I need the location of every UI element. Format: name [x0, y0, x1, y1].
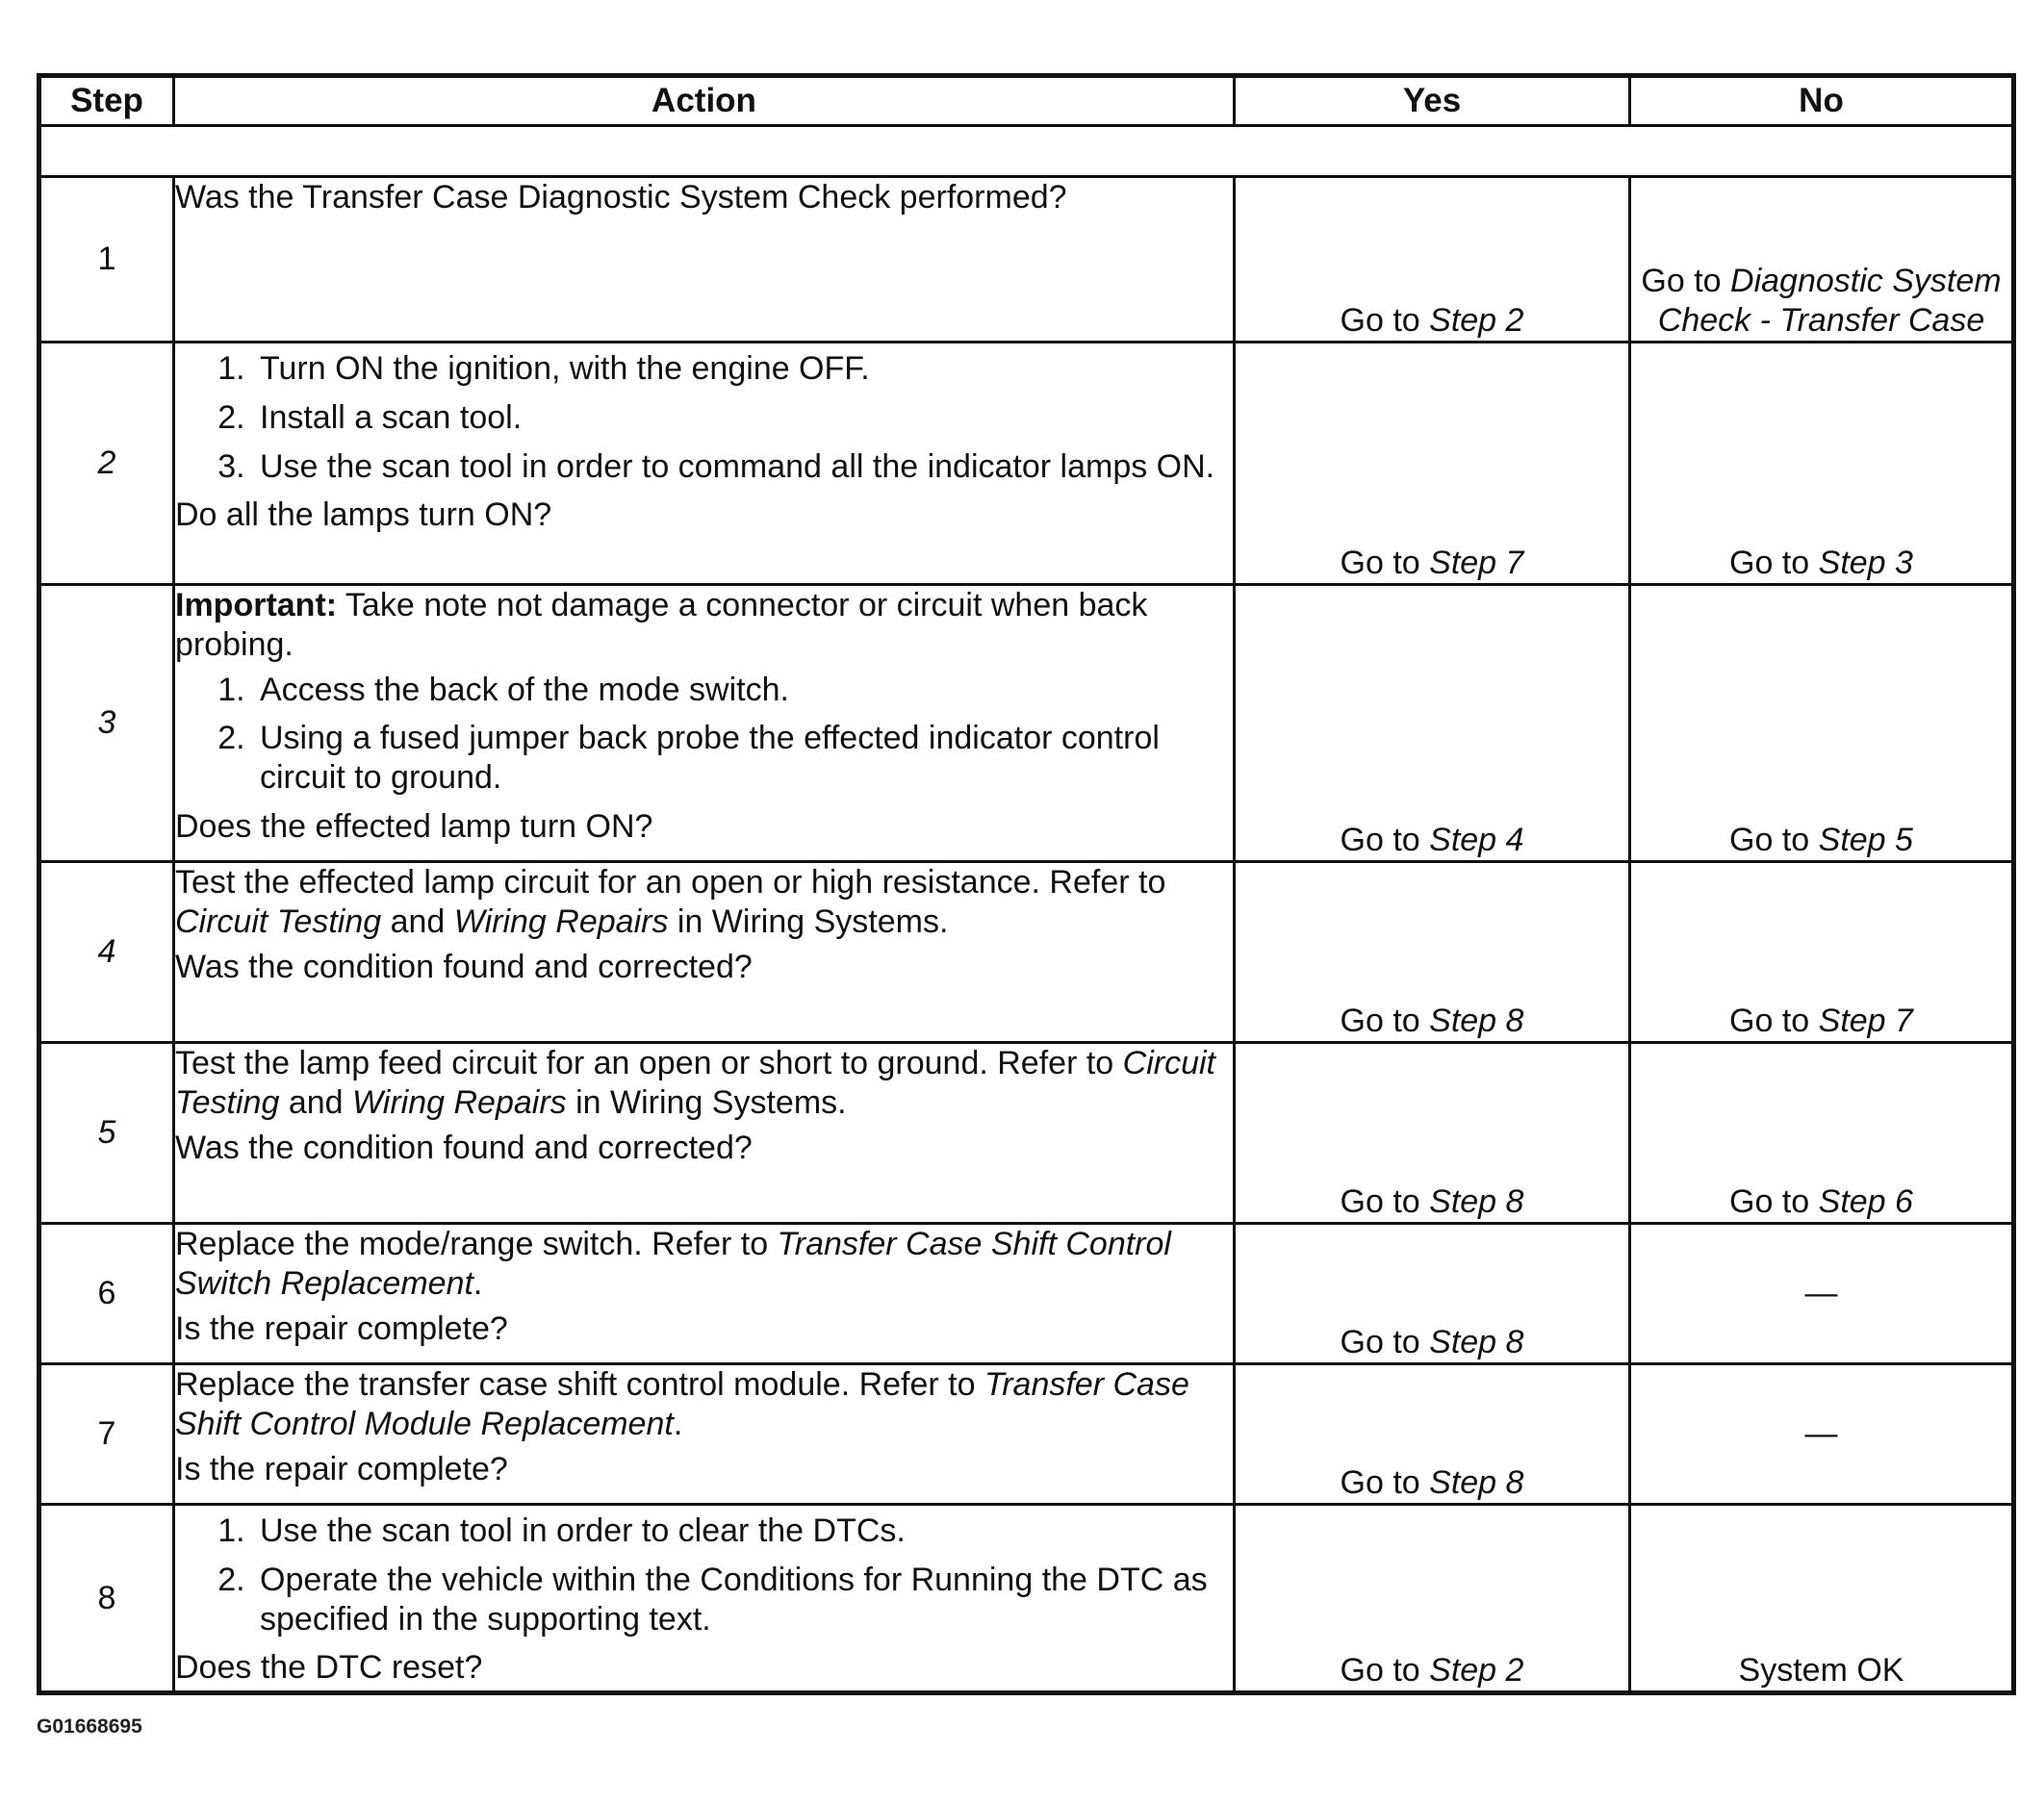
action-question: Is the repair complete?	[175, 1309, 508, 1347]
important-label: Important:	[175, 587, 338, 623]
yes-prefix: Go to	[1340, 1003, 1430, 1040]
action-text: Test the lamp feed circuit for an open or short to ground. Refer to	[175, 1045, 1123, 1081]
step-number: 8	[39, 1505, 174, 1693]
action-cell	[174, 585, 1235, 862]
action-text: and	[279, 1083, 352, 1121]
yes-step-link[interactable]: Step 8	[1429, 1324, 1524, 1361]
action-question: Does the effected lamp turn ON?	[175, 807, 653, 845]
table-row	[39, 343, 2014, 585]
step-number: 3	[39, 585, 174, 862]
action-text: in Wiring Systems.	[566, 1083, 847, 1121]
no-step-link[interactable]: Step 5	[1818, 822, 1913, 859]
step-number: 6	[39, 1224, 174, 1364]
circuit-testing-link[interactable]: Circuit Testing	[175, 1045, 1215, 1121]
wiring-repairs-link[interactable]: Wiring Repairs	[453, 902, 669, 940]
action-text: Replace the transfer case shift control module. Refer to	[175, 1366, 984, 1403]
blank-cell	[39, 126, 2014, 177]
no-step-link[interactable]: Step 3	[1818, 545, 1913, 582]
no-step-link[interactable]: Step 6	[1818, 1183, 1913, 1221]
yes-cell	[1235, 1224, 1630, 1364]
yes-step-link[interactable]: Step 8	[1429, 1464, 1524, 1502]
step-number: 5	[39, 1043, 174, 1224]
action-question: Was the condition found and corrected?	[175, 1129, 753, 1166]
no-cell	[1630, 1364, 2014, 1505]
yes-cell	[1235, 1043, 1630, 1224]
no-step-link[interactable]: Diagnostic System Check - Transfer Case	[1657, 263, 2002, 340]
important-text: Take note not damage a connector or circuit when back probing.	[175, 587, 1148, 663]
header-row	[39, 76, 2014, 126]
action-question: Was the condition found and corrected?	[175, 948, 753, 985]
list-item: 2. Using a fused jumper back probe the effected indicator control circuit to ground.	[254, 719, 1233, 798]
list-item: 2. Operate the vehicle within the Conditions for Running the DTC as specified in the supporting text.	[254, 1561, 1233, 1639]
step-number: 2	[39, 343, 174, 585]
action-text: Was the Transfer Case Diagnostic System Check performed?	[175, 179, 1067, 216]
action-list	[175, 349, 1233, 486]
no-prefix: Go to	[1729, 1003, 1819, 1040]
action-text: in Wiring Systems.	[668, 902, 949, 940]
yes-prefix: Go to	[1340, 302, 1430, 340]
no-prefix: Go to	[1641, 263, 1731, 300]
yes-cell	[1235, 343, 1630, 585]
yes-step-link[interactable]: Step 2	[1429, 302, 1524, 340]
no-prefix: Go to	[1729, 1183, 1819, 1221]
yes-step-link[interactable]: Step 8	[1429, 1183, 1524, 1221]
list-item: 3. Use the scan tool in order to command all the indicator lamps ON.	[254, 447, 1233, 487]
action-question: Is the repair complete?	[175, 1450, 508, 1487]
yes-cell	[1235, 862, 1630, 1043]
step-number: 4	[39, 862, 174, 1043]
action-question: Do all the lamps turn ON?	[175, 496, 552, 534]
circuit-testing-link[interactable]: Circuit Testing	[175, 902, 382, 940]
action-cell	[174, 1224, 1235, 1364]
action-list	[175, 671, 1233, 798]
action-cell	[174, 177, 1235, 343]
action-cell	[174, 1505, 1235, 1693]
yes-cell	[1235, 1505, 1630, 1693]
figure-id: G01668695	[37, 1715, 142, 1738]
action-cell	[174, 1043, 1235, 1224]
yes-cell	[1235, 177, 1630, 343]
wiring-repairs-link[interactable]: Wiring Repairs	[352, 1083, 567, 1121]
no-prefix: Go to	[1729, 822, 1819, 859]
action-text: .	[473, 1264, 483, 1302]
no-cell	[1630, 1505, 2014, 1693]
yes-prefix: Go to	[1340, 1464, 1430, 1502]
yes-step-link[interactable]: Step 2	[1429, 1652, 1524, 1690]
action-text: .	[673, 1405, 683, 1442]
action-cell	[174, 1364, 1235, 1505]
yes-step-link[interactable]: Step 4	[1429, 822, 1524, 859]
no-cell	[1630, 1043, 2014, 1224]
no-cell	[1630, 177, 2014, 343]
table-row	[39, 1224, 2014, 1364]
no-result: System OK	[1738, 1652, 1904, 1690]
action-text: Replace the mode/range switch. Refer to	[175, 1226, 778, 1262]
diagnostic-table	[37, 73, 2016, 1695]
action-question: Does the DTC reset?	[175, 1649, 483, 1687]
action-cell	[174, 343, 1235, 585]
no-prefix: Go to	[1729, 545, 1819, 582]
list-item: 2. Install a scan tool.	[254, 398, 1233, 438]
yes-step-link[interactable]: Step 7	[1429, 545, 1524, 582]
no-step-link[interactable]: Step 7	[1818, 1003, 1913, 1040]
yes-cell	[1235, 585, 1630, 862]
no-cell	[1630, 343, 2014, 585]
yes-prefix: Go to	[1340, 545, 1430, 582]
no-dash: —	[1804, 1275, 1838, 1312]
table-row	[39, 1043, 2014, 1224]
no-cell	[1630, 862, 2014, 1043]
table-row	[39, 1505, 2014, 1693]
action-text: Test the effected lamp circuit for an open or high resistance. Refer to	[175, 864, 1166, 901]
yes-prefix: Go to	[1340, 1652, 1430, 1690]
header-step: Step	[39, 76, 174, 126]
list-item: 1. Turn ON the ignition, with the engine OFF.	[254, 349, 1233, 389]
yes-cell	[1235, 1364, 1630, 1505]
replacement-procedure-link[interactable]: Transfer Case Shift Control Module Replacement	[175, 1366, 1189, 1442]
header-yes: Yes	[1235, 76, 1630, 126]
yes-prefix: Go to	[1340, 822, 1430, 859]
replacement-procedure-link[interactable]: Transfer Case Shift Control Switch Replacement	[175, 1226, 1171, 1302]
list-item: 1. Use the scan tool in order to clear the DTCs.	[254, 1512, 1233, 1551]
action-list	[175, 1512, 1233, 1639]
step-number: 1	[39, 177, 174, 343]
table-row	[39, 585, 2014, 862]
table-row	[39, 862, 2014, 1043]
yes-step-link[interactable]: Step 8	[1429, 1003, 1524, 1040]
action-text: and	[381, 902, 454, 940]
header-action: Action	[174, 76, 1235, 126]
important-note	[175, 586, 1233, 665]
yes-prefix: Go to	[1340, 1183, 1430, 1221]
table-row	[39, 177, 2014, 343]
table-row	[39, 1364, 2014, 1505]
no-cell	[1630, 1224, 2014, 1364]
no-cell	[1630, 585, 2014, 862]
list-item: 1. Access the back of the mode switch.	[254, 671, 1233, 710]
step-number: 7	[39, 1364, 174, 1505]
no-dash: —	[1804, 1415, 1838, 1453]
action-cell	[174, 862, 1235, 1043]
yes-prefix: Go to	[1340, 1324, 1430, 1361]
blank-row	[39, 126, 2014, 177]
header-no: No	[1630, 76, 2014, 126]
